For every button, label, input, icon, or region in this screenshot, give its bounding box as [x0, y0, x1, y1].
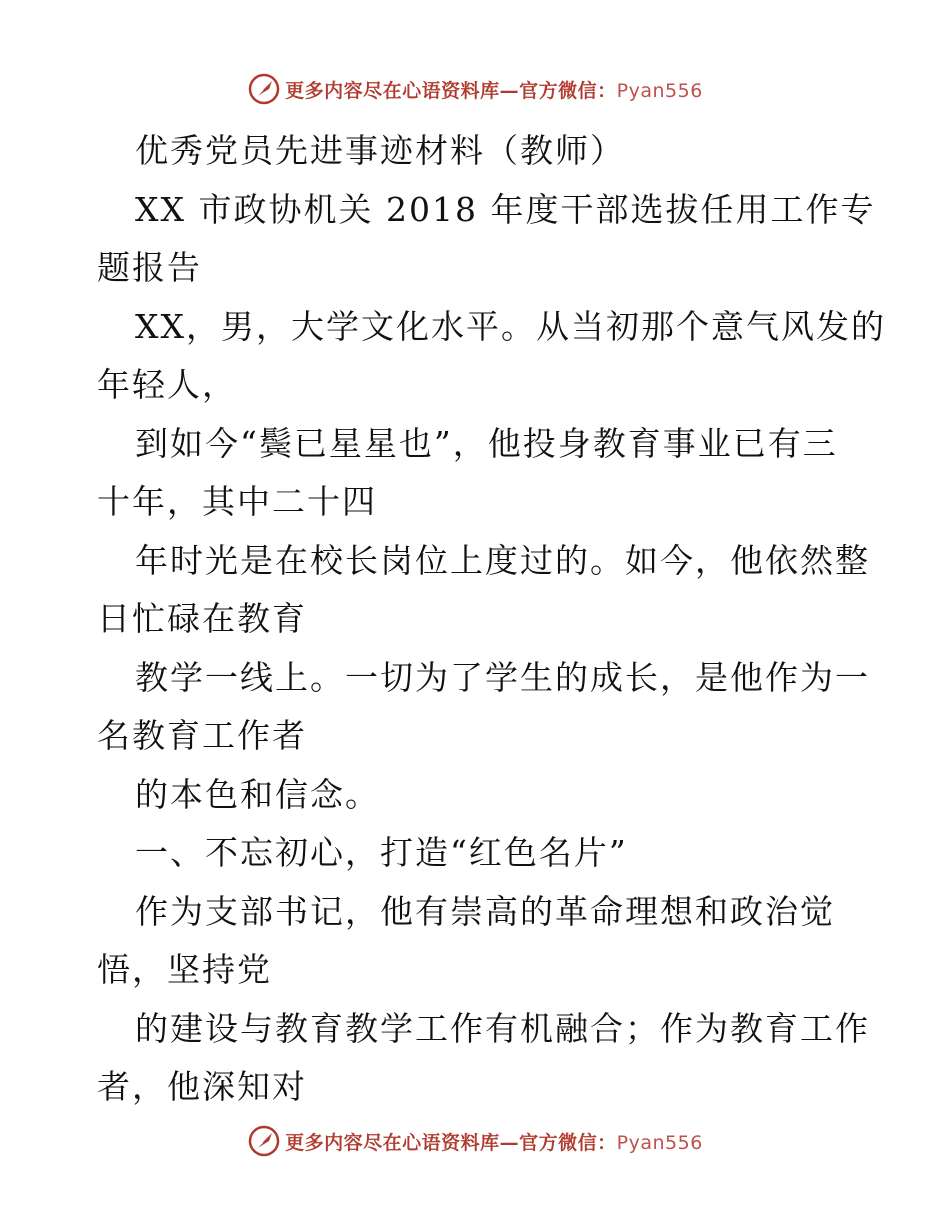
paragraph-line: 题报告 [97, 248, 202, 287]
paragraph-line: 者，他深知对 [97, 1067, 307, 1106]
paragraph-line: 教学一线上。一切为了学生的成长，是他作为一 [135, 657, 870, 697]
quill-logo-icon [247, 72, 281, 106]
paragraph-line: 的本色和信念。 [135, 774, 380, 814]
header-watermark-banner [0, 72, 950, 106]
paragraph-line: 日忙碌在教育 [97, 599, 307, 638]
paragraph-line: 作为支部书记，他有崇高的革命理想和政治觉 [135, 891, 835, 931]
paragraph-line: 年轻人， [97, 365, 237, 404]
paragraph-line: XX 市政协机关 2018 年度干部选拔任用工作专 [135, 189, 876, 229]
section-heading: 一、不忘初心，打造“红色名片” [135, 833, 628, 872]
paragraph-line: 名教育工作者 [97, 716, 307, 755]
header-wechat-id: Pyan556 [616, 79, 703, 102]
paragraph-line: 悟，坚持党 [97, 950, 272, 989]
paragraph-line: 十年，其中二十四 [97, 482, 377, 521]
document-title: 优秀党员先进事迹材料（教师） [135, 131, 625, 170]
header-banner-text: 更多内容尽在心语资料库—官方微信：Pyan556 [285, 79, 703, 102]
paragraph-line: 到如今“鬓已星星也”，他投身教育事业已有三 [135, 423, 838, 463]
quill-logo-icon [247, 1124, 281, 1158]
paragraph-line: XX，男，大学文化水平。从当初那个意气风发的 [135, 306, 886, 346]
footer-banner-text: 更多内容尽在心语资料库—官方微信：Pyan556 [285, 1131, 703, 1154]
paragraph-line: 的建设与教育教学工作有机融合；作为教育工作 [135, 1008, 870, 1048]
footer-wechat-id: Pyan556 [616, 1131, 703, 1154]
paragraph-line: 年时光是在校长岗位上度过的。如今，他依然整 [135, 540, 870, 580]
document-body [97, 122, 886, 1117]
footer-watermark-banner [0, 1124, 950, 1158]
